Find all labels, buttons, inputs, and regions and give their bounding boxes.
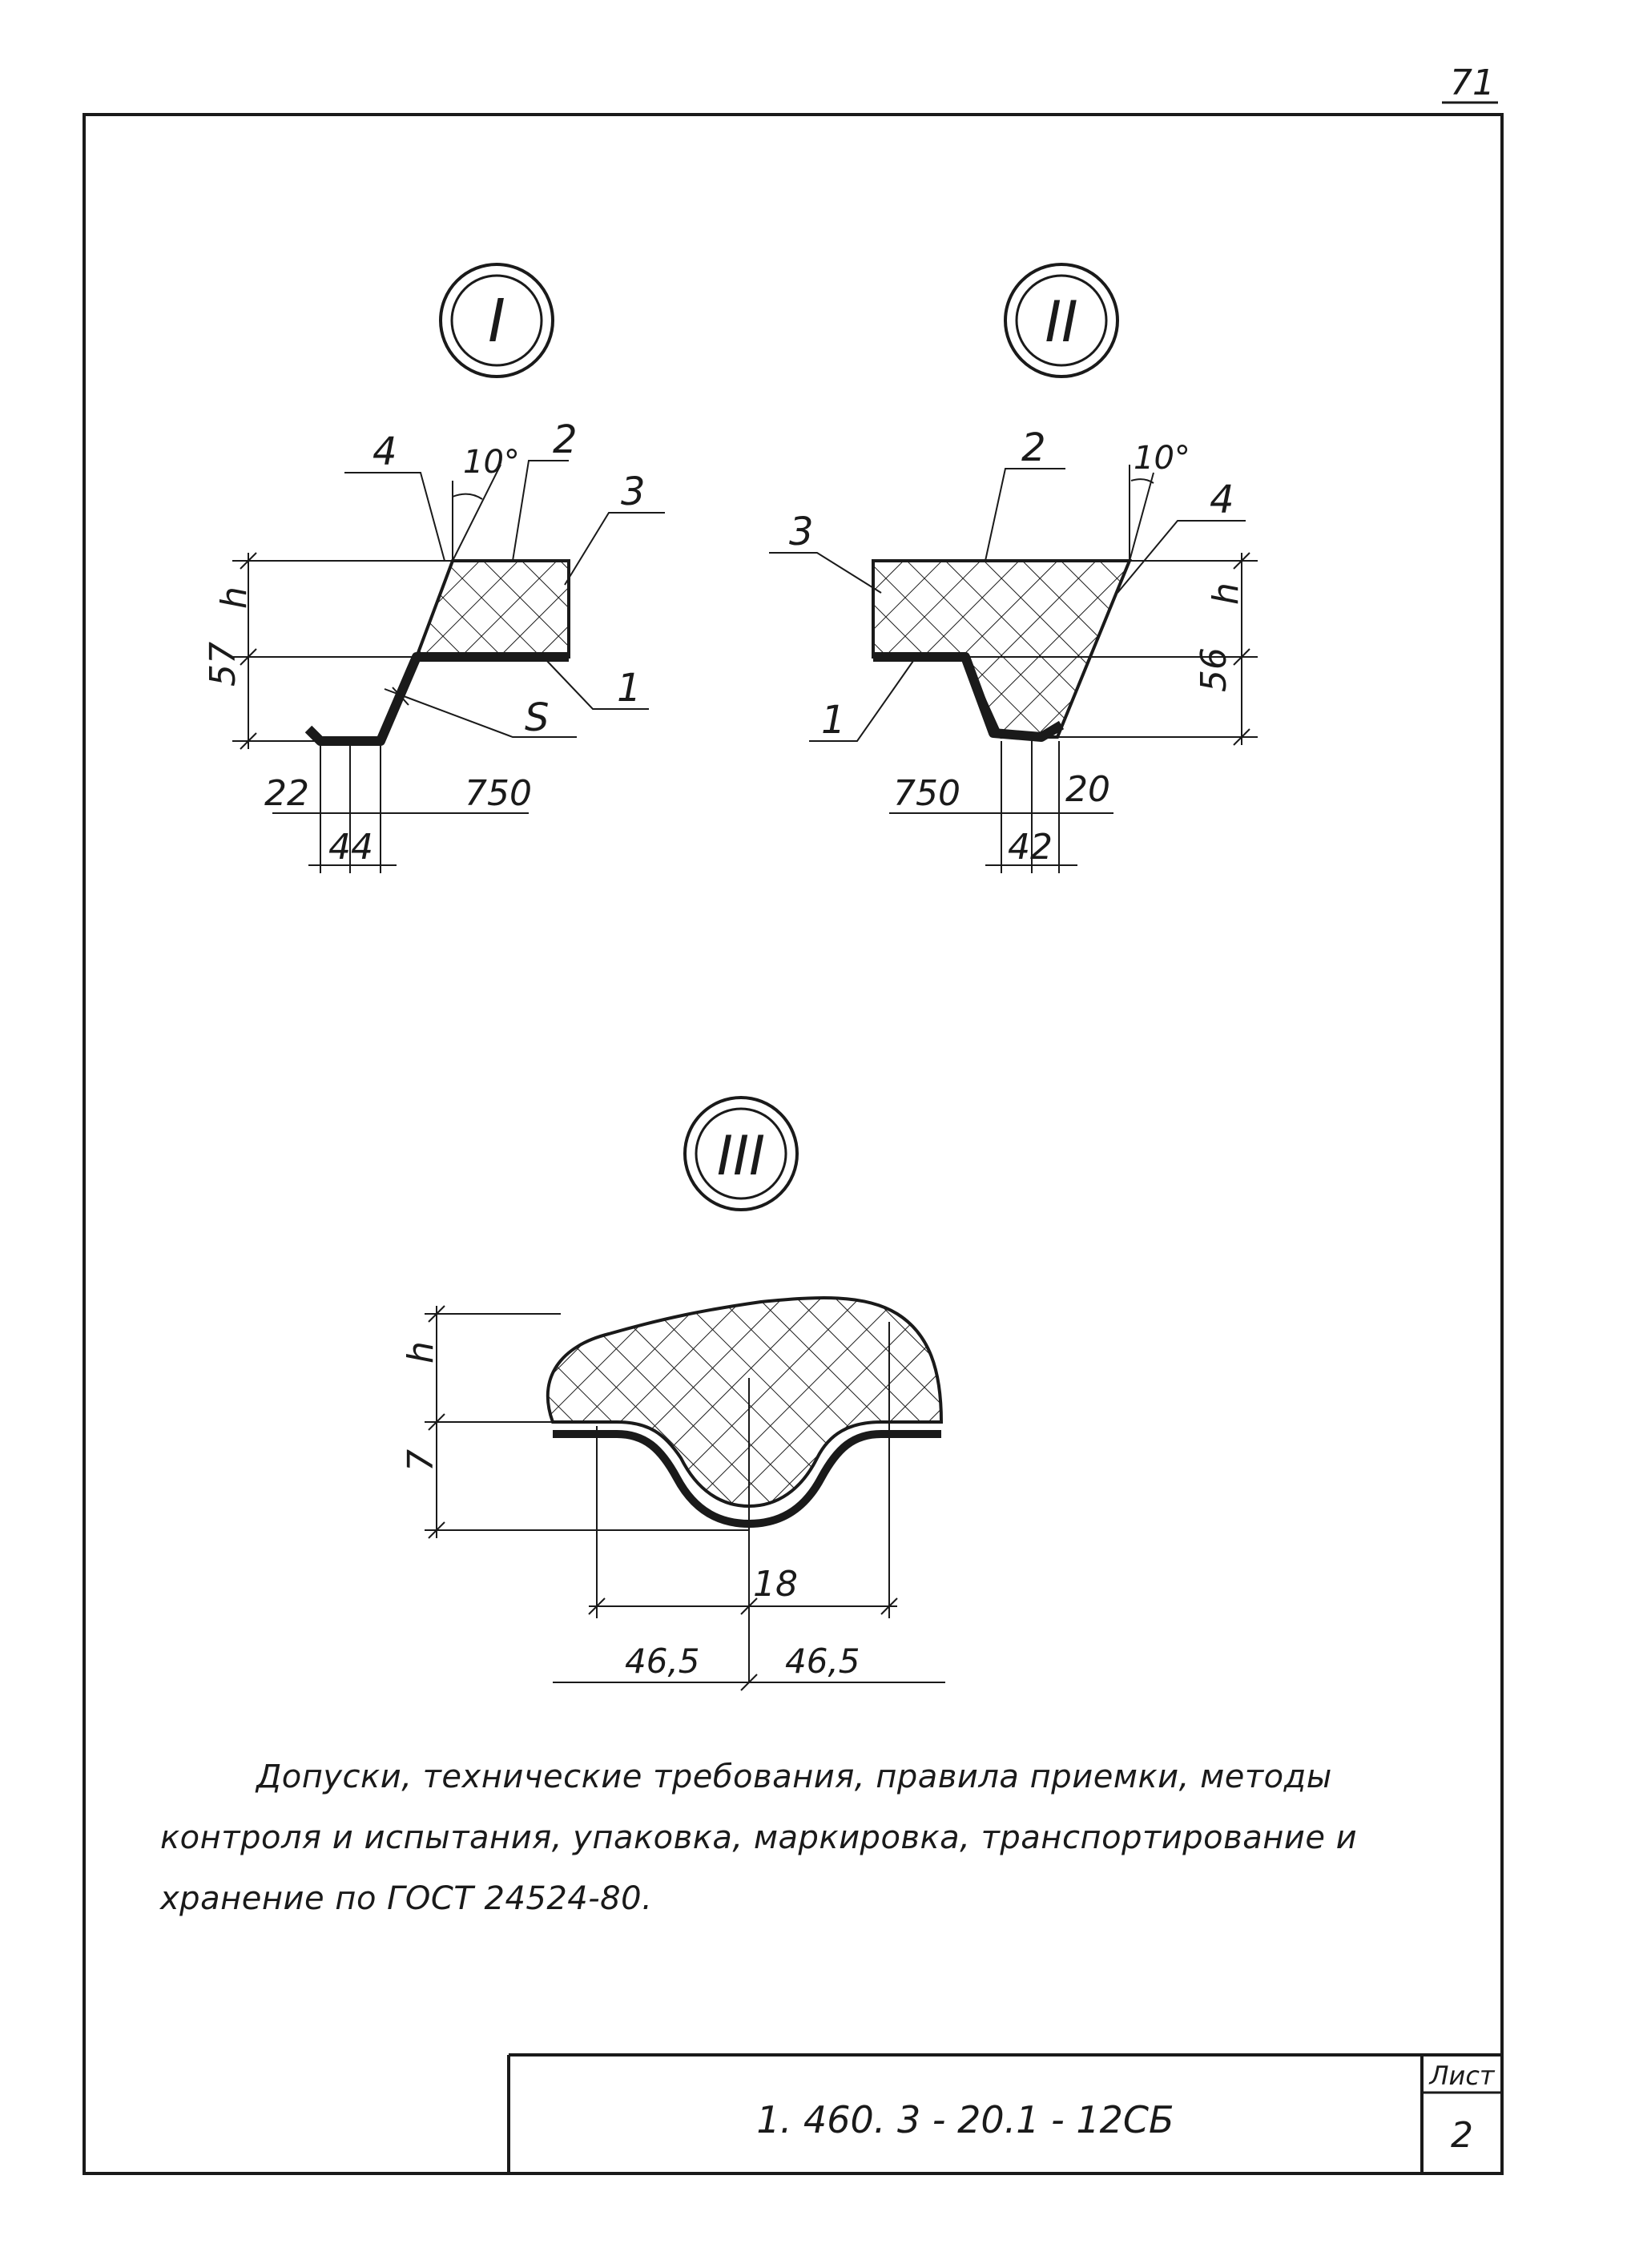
detail-2-marker-label: II bbox=[1045, 289, 1078, 355]
detail-3-dim-7: 7 bbox=[401, 1449, 441, 1472]
technical-notes bbox=[160, 1746, 1506, 1929]
detail-2-dim-56: 56 bbox=[1194, 647, 1234, 692]
page-number: 71 bbox=[1450, 62, 1495, 103]
detail-2-leader-2 bbox=[985, 469, 1065, 561]
detail-1-leader-2 bbox=[513, 461, 569, 561]
detail-2-angle-side bbox=[1130, 473, 1154, 561]
detail-1-label-2: 2 bbox=[553, 417, 578, 462]
detail-1-angle: 10° bbox=[463, 444, 520, 481]
sheet-label: Лист bbox=[1429, 2061, 1495, 2091]
title-block bbox=[509, 2055, 1502, 2173]
detail-2-dim-750: 750 bbox=[893, 773, 960, 814]
detail-1-insulation bbox=[417, 561, 569, 657]
detail-3-dim-18: 18 bbox=[753, 1564, 798, 1605]
detail-3-insulation bbox=[548, 1298, 941, 1506]
detail-1-label-1: 1 bbox=[617, 666, 642, 711]
detail-1-dim-22: 22 bbox=[264, 773, 309, 814]
detail-2-label-2: 2 bbox=[1021, 425, 1046, 470]
sheet-number: 2 bbox=[1451, 2115, 1473, 2156]
detail-1-angle-arc bbox=[453, 494, 482, 499]
detail-1-dim-44: 44 bbox=[328, 827, 373, 868]
note-line-1: Допуски, технические требования, правила приемки, методы bbox=[256, 1758, 1332, 1795]
detail-1-label-4: 4 bbox=[372, 429, 397, 474]
note-line-3: хранение по ГОСТ 24524-80. bbox=[160, 1880, 653, 1917]
detail-1-leader-4 bbox=[344, 473, 445, 561]
detail-2-leader-3 bbox=[769, 553, 881, 593]
detail-1-marker-label: I bbox=[488, 287, 505, 356]
detail-2-label-3: 3 bbox=[789, 510, 814, 554]
detail-3-dim-h: h bbox=[401, 1341, 441, 1364]
detail-1-leader-3 bbox=[565, 513, 665, 585]
detail-3-marker-label: III bbox=[716, 1125, 766, 1188]
detail-3-dim-left: 46,5 bbox=[625, 1642, 700, 1681]
detail-1-dim-750: 750 bbox=[465, 773, 532, 814]
detail-1-dim-57: 57 bbox=[203, 642, 244, 687]
detail-2-label-1: 1 bbox=[821, 698, 846, 743]
detail-1-label-s: S bbox=[525, 695, 550, 740]
detail-2-label-4: 4 bbox=[1210, 477, 1234, 522]
detail-2-insulation bbox=[873, 561, 1130, 737]
detail-2 bbox=[769, 264, 1258, 873]
detail-1 bbox=[203, 264, 665, 873]
detail-2-angle: 10° bbox=[1134, 440, 1190, 477]
detail-2-dim-42: 42 bbox=[1008, 827, 1053, 868]
detail-2-dim-20: 20 bbox=[1065, 769, 1110, 810]
detail-1-dim-h: h bbox=[214, 586, 255, 609]
detail-3 bbox=[401, 1098, 945, 1690]
note-line-2: контроля и испытания, упаковка, маркировка, транспортирование и bbox=[160, 1819, 1358, 1856]
detail-2-dim-h: h bbox=[1206, 582, 1246, 605]
detail-3-dim-right: 46,5 bbox=[785, 1642, 860, 1681]
document-code: 1. 460. 3 - 20.1 - 12СБ bbox=[756, 2098, 1174, 2141]
detail-1-label-3: 3 bbox=[621, 469, 646, 514]
